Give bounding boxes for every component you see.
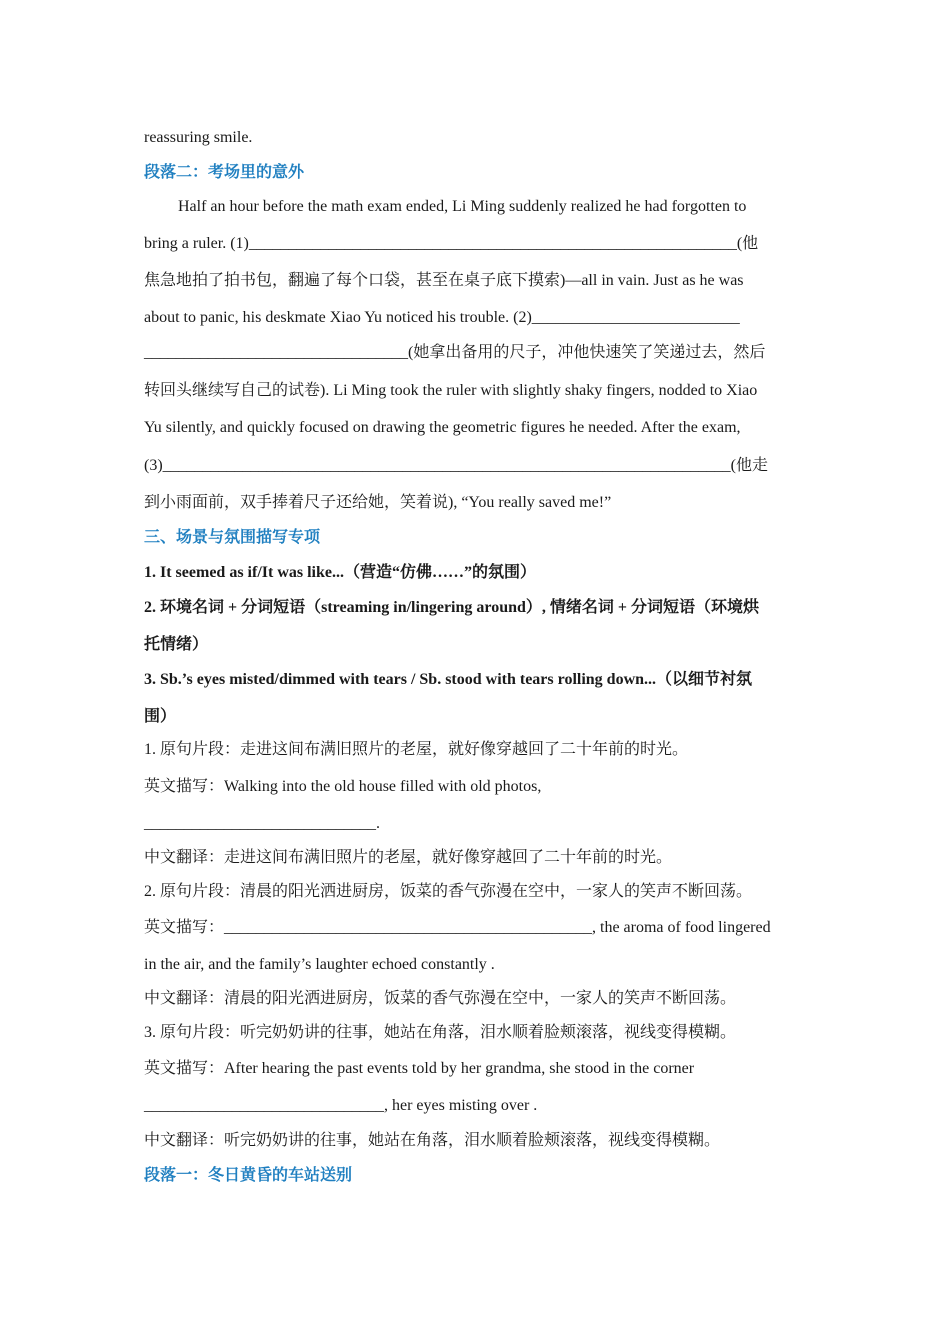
example-2-english-cont: in the air, and the family’s laughter echoed constantly . [144,956,495,973]
section-heading-winter-station: 段落一：冬日黄昏的车站送别 [144,1167,353,1184]
paragraph-line: 到小雨面前，双手捧着尺子还给她，笑着说), “You really saved me!” [144,494,612,511]
section-heading-scene-atmosphere: 三、场景与氛围描写专项 [144,529,321,546]
example-1-english: 英文描写：Walking into the old house filled with old photos, [144,778,542,795]
example-3-english: 英文描写：After hearing the past events told by her grandma, she stood in the corner [144,1060,695,1077]
paragraph-line-blank-2: about to panic, his deskmate Xiao Yu noticed his trouble. (2)__________________________ [144,309,740,326]
paragraph-line-blank-3: (3)_______________________________________________________________________(他走 [144,457,768,474]
example-3-translation: 中文翻译：听完奶奶讲的往事，她站在角落，泪水顺着脸颊滚落，视线变得模糊。 [144,1132,721,1149]
pattern-item-2-cont: 托情绪） [144,636,209,653]
example-2-original: 2. 原句片段：清晨的阳光洒进厨房，饭菜的香气弥漫在空中，一家人的笑声不断回荡。 [144,883,753,900]
example-3-original: 3. 原句片段：听完奶奶讲的往事，她站在角落，泪水顺着脸颊滚落，视线变得模糊。 [144,1024,737,1041]
section-heading-exam-accident: 段落二：考场里的意外 [144,164,305,181]
paragraph-line: reassuring smile. [144,129,253,146]
paragraph-line: Half an hour before the math exam ended, Li Ming suddenly realized he had forgotten to [178,198,747,215]
pattern-item-3-cont: 围） [144,708,177,725]
example-3-english-cont: ______________________________, her eyes misting over . [144,1097,538,1114]
paragraph-line: 转回头继续写自己的试卷). Li Ming took the ruler with slightly shaky fingers, nodded to Xiao [144,382,758,399]
paragraph-line-blank-1: bring a ruler. (1)_____________________________________________________________(他 [144,235,759,252]
paragraph-line: Yu silently, and quickly focused on drawing the geometric figures he needed. After the exam, [144,419,741,436]
example-2-english: 英文描写：______________________________________________, the aroma of food lingered [144,919,771,936]
pattern-item-2: 2. 环境名词 + 分词短语（streaming in/lingering around）, 情绪名词 + 分词短语（环境烘 [144,599,760,616]
example-1-original: 1. 原句片段：走进这间布满旧照片的老屋，就好像穿越回了二十年前的时光。 [144,741,689,758]
example-1-blank: _____________________________. [144,815,380,832]
example-2-translation: 中文翻译：清晨的阳光洒进厨房，饭菜的香气弥漫在空中，一家人的笑声不断回荡。 [144,990,737,1007]
pattern-item-1: 1. It seemed as if/It was like...（营造“仿佛……”的氛围） [144,564,536,581]
paragraph-line: 焦急地拍了拍书包，翻遍了每个口袋，甚至在桌子底下摸索)—all in vain. Just as he was [144,272,744,289]
example-1-translation: 中文翻译：走进这间布满旧照片的老屋，就好像穿越回了二十年前的时光。 [144,849,673,866]
paragraph-line: _________________________________(她拿出备用的尺子，冲他快速笑了笑递过去，然后 [144,344,766,361]
pattern-item-3: 3. Sb.’s eyes misted/dimmed with tears / Sb. stood with tears rolling down...（以细节衬氛 [144,671,753,688]
